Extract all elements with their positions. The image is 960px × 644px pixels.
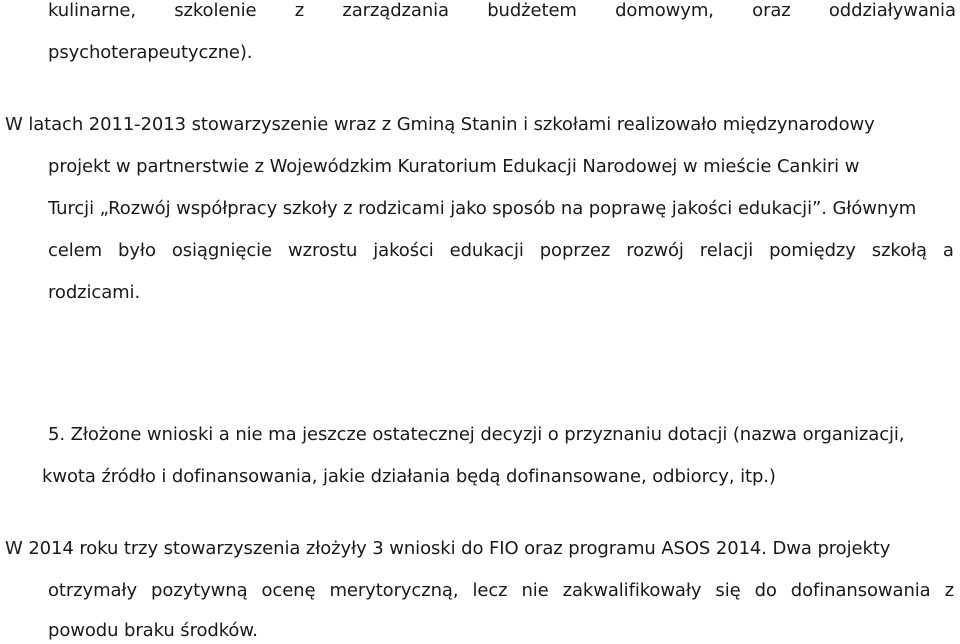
word: jakości (373, 240, 434, 261)
word: rozwój (626, 240, 684, 261)
word: oraz (752, 0, 791, 21)
word: było (118, 240, 156, 261)
word: zakwalifikowały (562, 580, 702, 601)
section-5-line-1: 5. Złożone wnioski a nie ma jeszcze ostatecznej decyzji o przyznaniu dotacji (nazwa organizacji, (48, 424, 905, 445)
word: budżetem (487, 0, 577, 21)
word: a (942, 240, 954, 261)
paragraph-2-line-1: W latach 2011-2013 stowarzyszenie wraz z Gminą Stanin i szkołami realizowało międzynarodowy (5, 114, 875, 135)
word: oddziaływania (828, 0, 956, 21)
word: się (715, 580, 741, 601)
paragraph-2-line-5: rodzicami. (48, 282, 141, 303)
section-5-line-2: kwota źródło i dofinansowania, jakie działania będą dofinansowane, odbiorcy, itp.) (42, 466, 776, 487)
paragraph-2-line-4 (48, 240, 954, 262)
word: z (944, 580, 954, 601)
word: dofinansowania (790, 580, 931, 601)
word: wzrostu (287, 240, 358, 261)
word: lecz (472, 580, 508, 601)
word: domowym, (615, 0, 714, 21)
word: zarządzania (342, 0, 449, 21)
word: poprzez (539, 240, 611, 261)
paragraph-1-line-2: psychoterapeutyczne). (48, 42, 253, 63)
paragraph-1-line-1 (48, 0, 956, 22)
word: relacji (699, 240, 754, 261)
word: pozytywną (151, 580, 248, 601)
paragraph-3-line-3: powodu braku środków. (48, 620, 258, 641)
word: z (294, 0, 305, 21)
word: celem (48, 240, 103, 261)
word: nie (521, 580, 549, 601)
word: merytoryczną, (329, 580, 459, 601)
word: otrzymały (48, 580, 138, 601)
word: ocenę (261, 580, 316, 601)
paragraph-3-line-1: W 2014 roku trzy stowarzyszenia złożyły 3 wnioski do FIO oraz programu ASOS 2014. Dwa projekty (5, 538, 891, 559)
word: edukacji (449, 240, 524, 261)
paragraph-2-line-3: Turcji „Rozwój współpracy szkoły z rodzicami jako sposób na poprawę jakości edukacji”. Głównym (48, 198, 917, 219)
word: szkołą (871, 240, 927, 261)
word: do (754, 580, 777, 601)
word: szkolenie (174, 0, 257, 21)
paragraph-2-line-2: projekt w partnerstwie z Wojewódzkim Kuratorium Edukacji Narodowej w mieście Cankiri w (48, 156, 860, 177)
word: osiągnięcie (171, 240, 273, 261)
word: pomiędzy (769, 240, 856, 261)
paragraph-3-line-2 (48, 580, 954, 602)
word: kulinarne, (48, 0, 137, 21)
